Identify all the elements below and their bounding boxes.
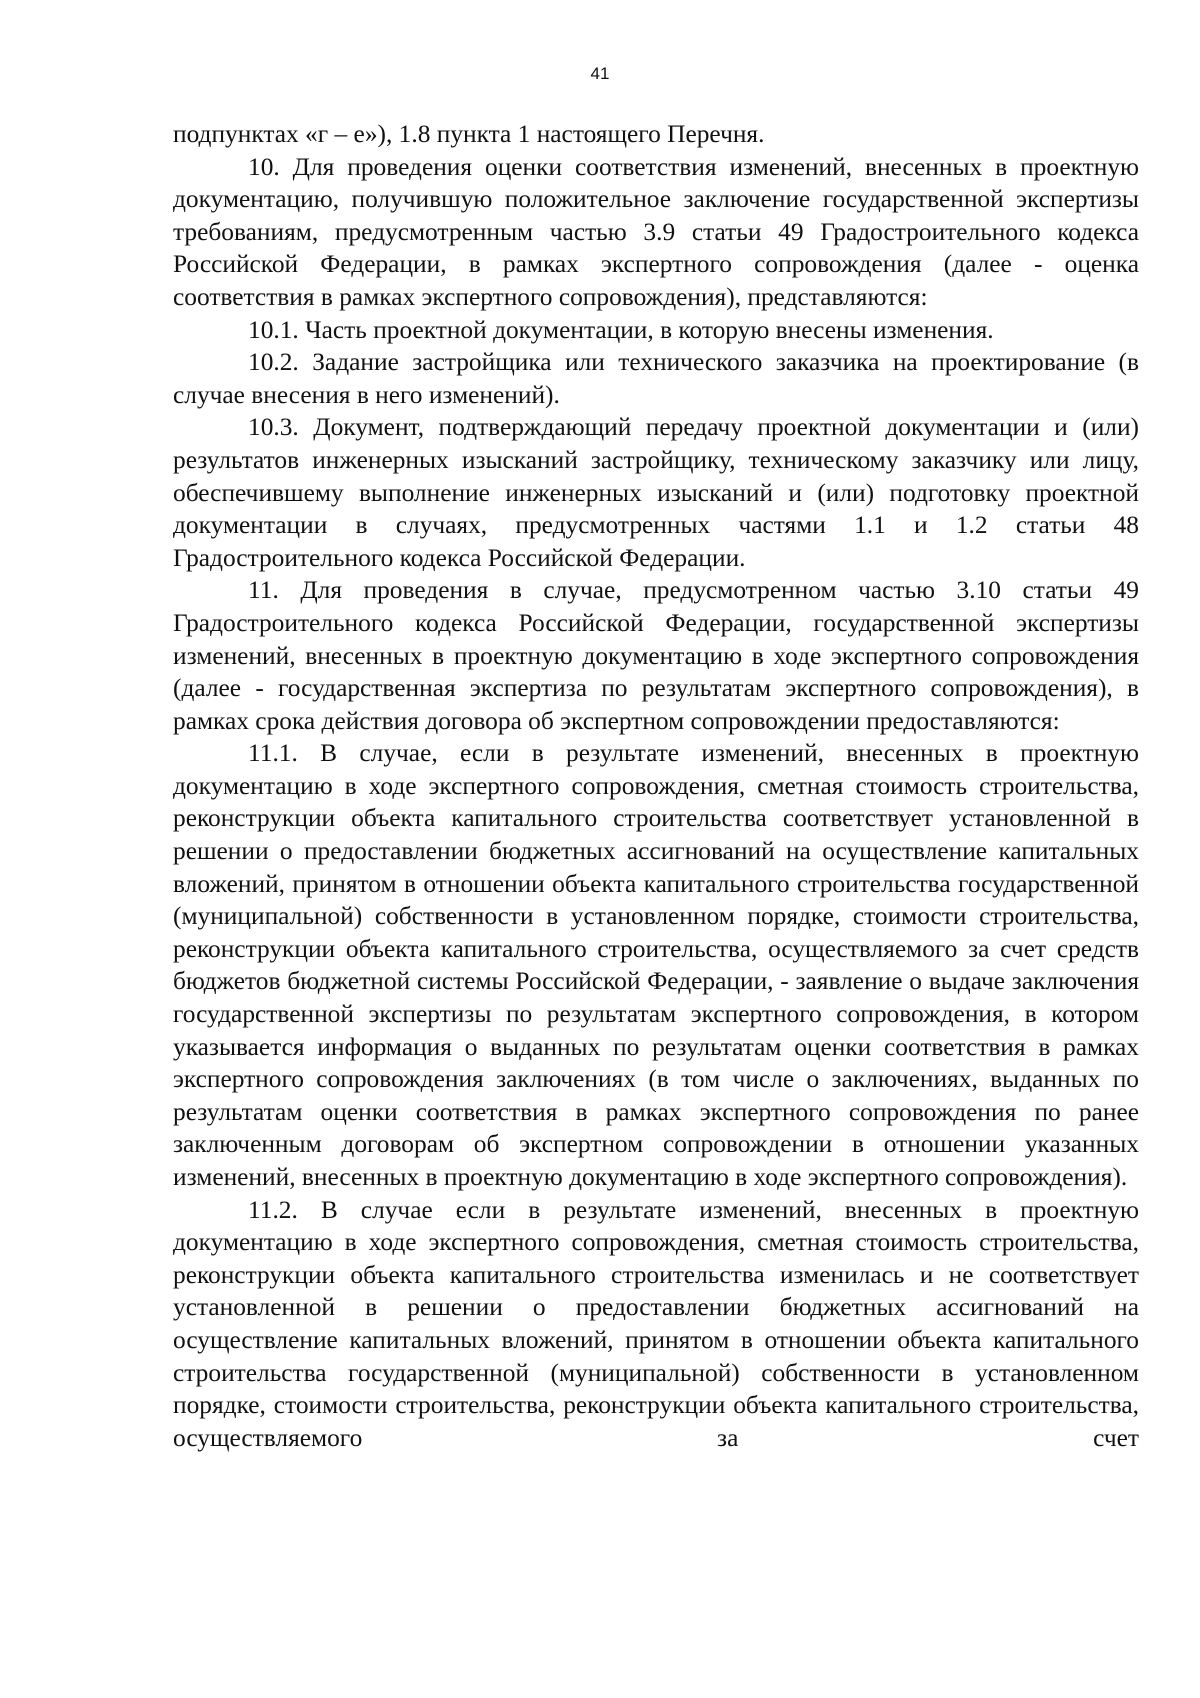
- document-body: [173, 118, 1139, 1454]
- paragraph-item-10-1: 10.1. Часть проектной документации, в которую внесены изменения.: [248, 315, 994, 344]
- paragraph-continuation: подпунктах «г – е»), 1.8 пункта 1 настоящего Перечня.: [173, 120, 765, 148]
- paragraph-item-10: 10. Для проведения оценки соответствия изменений, внесенных в проектную документацию, получившую положительное заключение государственной экспертизы требованиям, предусмотренным частью 3.9 статьи 49 Градостроительного кодекса Российской Федерации, в рамках экспертного сопровождения (далее - оценка соответствия в рамках экспертного сопровождения), представляются:: [173, 152, 1139, 311]
- paragraph-item-11: 11. Для проведения в случае, предусмотренном частью 3.10 статьи 49 Градостроительного кодекса Российской Федерации, государственной экспертизы изменений, внесенных в проектную документацию в ходе экспертного сопровождения (далее - государственная экспертиза по результатам экспертного сопровождения), в рамках срока действия договора об экспертном сопровождении предоставляются:: [173, 576, 1139, 735]
- paragraph-item-11-2: 11.2. В случае если в результате изменений, внесенных в проектную документацию в ходе экспертного сопровождения, сметная стоимость строительства, реконструкции объекта капитального строительства изменилась и не соответствует установленной в решении о предоставлении бюджетных ассигнований на осуществление капитальных вложений, принятом в отношении объекта капитального строительства государственной (муниципальной) собственности в установленном порядке, стоимости строительства, реконструкции объекта капитального строительства, осуществляемого за счет: [173, 1195, 1139, 1452]
- paragraph-item-10-3: 10.3. Документ, подтверждающий передачу проектной документации и (или) результатов инженерных изысканий застройщику, техническому заказчику или лицу, обеспечившему выполнение инженерных изысканий и (или) подготовку проектной документации в случаях, предусмотренных частями 1.1 и 1.2 статьи 48 Градостроительного кодекса Российской Федерации.: [173, 413, 1139, 572]
- paragraph-item-10-2: 10.2. Задание застройщика или технического заказчика на проектирование (в случае внесения в него изменений).: [173, 348, 1139, 409]
- paragraph-item-11-1: 11.1. В случае, если в результате изменений, внесенных в проектную документацию в ходе экспертного сопровождения, сметная стоимость строительства, реконструкции объекта капитального строительства соответствует установленной в решении о предоставлении бюджетных ассигнований на осуществление капитальных вложений, принятом в отношении объекта капитального строительства государственной (муниципальной) собственности в установленном порядке, стоимости строительства, реконструкции объекта капитального строительства, осуществляемого за счет средств бюджетов бюджетной системы Российской Федерации, - заявление о выдаче заключения государственной экспертизы по результатам экспертного сопровождения, в котором указывается информация о выданных по результатам оценки соответствия в рамках экспертного сопровождения заключениях (в том числе о заключениях, выданных по результатам оценки соответствия в рамках экспертного сопровождения по ранее заключенным договорам об экспертном сопровождении в отношении указанных изменений, внесенных в проектную документацию в ходе экспертного сопровождения).: [173, 739, 1139, 1191]
- page-number: 41: [590, 64, 610, 83]
